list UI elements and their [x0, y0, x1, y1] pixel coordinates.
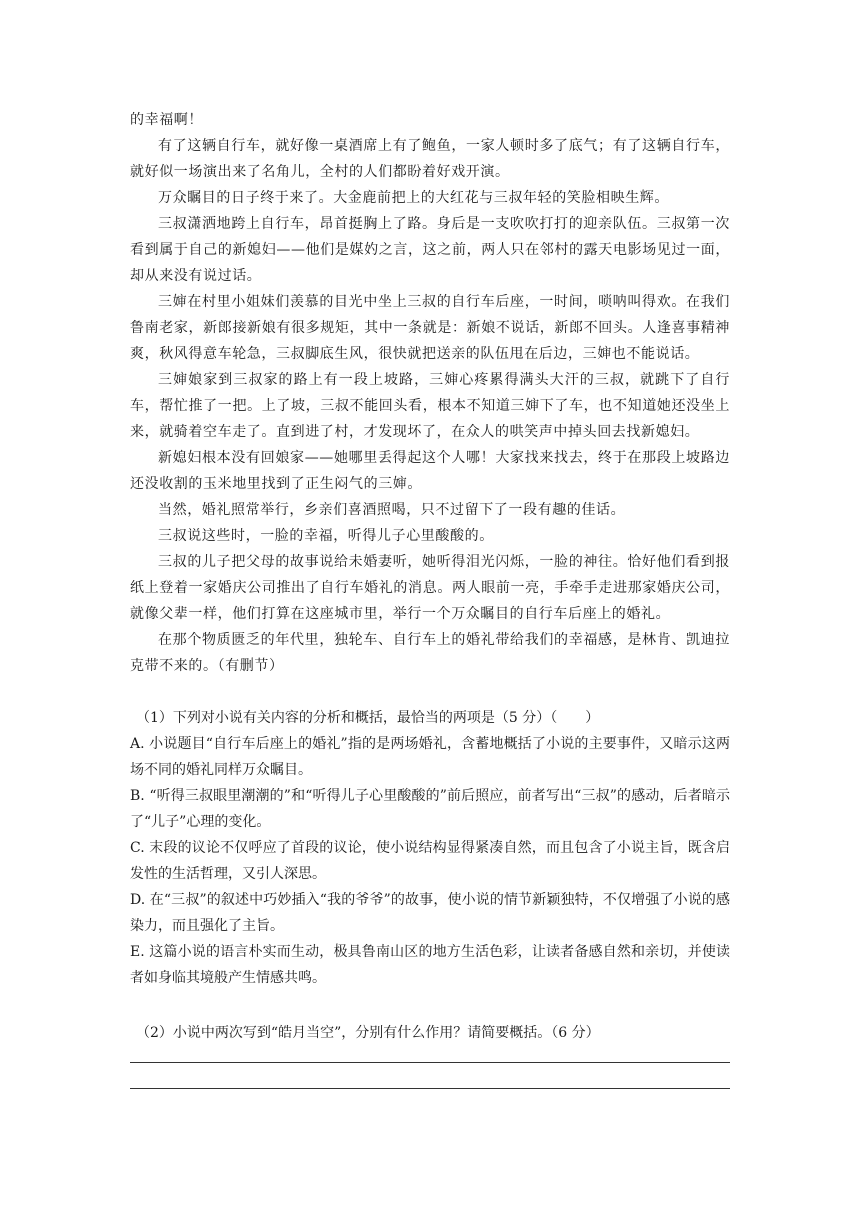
- option-c: C. 末段的议论不仅呼应了首段的议论，使小说结构显得紧凑自然，而且包含了小说主旨，既含启发性的生活哲理，又引人深思。: [130, 840, 730, 882]
- story-paragraph: 三叔的儿子把父母的故事说给未婚妻听，她听得泪光闪烁，一脸的神往。恰好他们看到报纸上登着一家婚庆公司推出了自行车婚礼的消息。两人眼前一亮，手牵手走进那家婚庆公司，就像父辈一样，他们打算在这座城市里，举行一个万众瞩目的自行车后座上的婚礼。: [130, 554, 730, 622]
- story-paragraph: 万众瞩目的日子终于来了。大金鹿前把上的大红花与三叔年轻的笑脸相映生辉。: [158, 190, 669, 206]
- story-paragraph: 三叔说这些时，一脸的幸福，听得儿子心里酸酸的。: [158, 528, 494, 544]
- question-2: [130, 1020, 730, 1046]
- question-1: [130, 705, 730, 991]
- story-paragraph: 有了这辆自行车，就好像一桌酒席上有了鲍鱼，一家人顿时多了底气；有了这辆自行车，就好似一场演出来了名角儿，全村的人们都盼着好戏开演。: [130, 138, 730, 180]
- story-paragraph: 三婶在村里小姐妹们羡慕的目光中坐上三叔的自行车后座，一时间，唢呐叫得欢。在我们鲁南老家，新郎接新娘有很多规矩，其中一条就是：新娘不说话，新郎不回头。人逢喜事精神爽，秋风得意车轮急，三叔脚底生风，很快就把送亲的队伍甩在后边，三婶也不能说话。: [130, 294, 730, 362]
- option-b: B. “听得三叔眼里潮潮的”和“听得儿子心里酸酸的”前后照应，前者写出“三叔”的感动，后者暗示了“儿子”心理的变化。: [130, 788, 730, 830]
- story-paragraph: 三叔潇洒地跨上自行车，昂首挺胸上了路。身后是一支吹吹打打的迎亲队伍。三叔第一次看到属于自己的新媳妇——他们是媒妁之言，这之前，两人只在邻村的露天电影场见过一面，却从来没有说过话。: [130, 216, 730, 284]
- story-paragraph: 新媳妇根本没有回娘家——她哪里丢得起这个人哪！大家找来找去，终于在那段上坡路边还没收割的玉米地里找到了正生闷气的三婶。: [130, 450, 730, 492]
- answer-line[interactable]: [130, 1062, 730, 1063]
- option-a: A. 小说题目“自行车后座上的婚礼”指的是两场婚礼，含蓄地概括了小说的主要事件，又暗示这两场不同的婚礼同样万众瞩目。: [130, 736, 730, 778]
- story-paragraph: 在那个物质匮乏的年代里，独轮车、自行车上的婚礼带给我们的幸福感，是林肯、凯迪拉克带不来的。（有删节）: [130, 632, 730, 674]
- story-text: [130, 107, 730, 679]
- question-1-stem: （1）下列对小说有关内容的分析和概括，最恰当的两项是（5 分）（ ）: [136, 710, 600, 726]
- story-paragraph: 三婶娘家到三叔家的路上有一段上坡路，三婶心疼累得满头大汗的三叔，就跳下了自行车，帮忙推了一把。上了坡，三叔不能回头看，根本不知道三婶下了车，也不知道她还没坐上来，就骑着空车走了。直到进了村，才发现坏了，在众人的哄笑声中掉头回去找新媳妇。: [130, 372, 730, 440]
- story-paragraph: 当然，婚礼照常举行，乡亲们喜酒照喝，只不过留下了一段有趣的佳话。: [158, 502, 626, 518]
- question-2-stem: （2）小说中两次写到“皓月当空”，分别有什么作用？请简要概括。（6 分）: [136, 1025, 600, 1041]
- option-e: E. 这篇小说的语言朴实而生动，极具鲁南山区的地方生活色彩，让读者备感自然和亲切，并使读者如身临其境般产生情感共鸣。: [130, 944, 730, 986]
- answer-line[interactable]: [130, 1088, 730, 1089]
- option-d: D. 在“三叔”的叙述中巧妙插入“我的爷爷”的故事，使小说的情节新颖独特，不仅增强了小说的感染力，而且强化了主旨。: [130, 892, 730, 934]
- story-paragraph: 的幸福啊！: [130, 112, 203, 128]
